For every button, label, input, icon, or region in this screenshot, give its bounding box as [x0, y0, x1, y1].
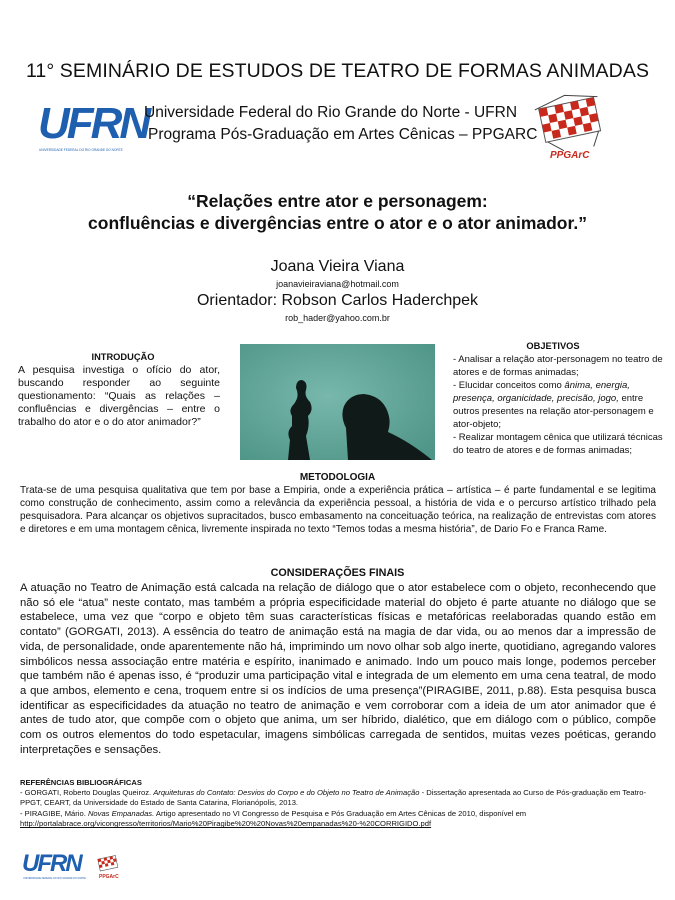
event-title: 11° SEMINÁRIO DE ESTUDOS DE TEATRO DE FORMAS ANIMADAS [25, 60, 650, 82]
work-title-line-2: confluências e divergências entre o ator e o ator animador.” [88, 213, 587, 233]
footer-ufrn-subtext: UNIVERSIDADE FEDERAL DO RIO GRANDE DO NORTE [23, 877, 86, 880]
advisor-email: rob_hader@yahoo.com.br [285, 313, 390, 323]
intro-text: A pesquisa investiga o ofício do ator, buscando responder ao seguinte questionamento: “Quais as relações – confluências e divergências – entre o trabalho do ator e o do ator animador?” [18, 364, 220, 428]
footer-ppgarc-wordmark: PPGArC [99, 874, 119, 880]
ufrn-logo-wordmark: UFRN [38, 99, 149, 148]
objective-item: - Analisar a relação ator-personagem no teatro de atores e de formas animadas; [453, 354, 663, 378]
considerations-heading: CONSIDERAÇÕES FINAIS [270, 567, 405, 579]
reference-work-title: Arquiteturas do Contato: Desvios do Corpo e do Objeto no Teatro de Animação [153, 788, 420, 797]
footer-ufrn-logo [22, 850, 86, 882]
reference-link[interactable]: http://portalabrace.org/vicongresso/territorios/Mario%20Piragibe%20%20Novas%20empanadas%20-%20CORRIGIDO.pdf [20, 819, 432, 829]
considerations-text: A atuação no Teatro de Animação está calcada na relação de diálogo que o ator estabelece com o objeto, reconhecendo que não só ele “atua” neste contato, mas também a própria especificidade material do objeto é parte atuante no diálogo que se estabelece, uma vez que “corpo e objeto têm suas características físicas e metafóricas reelaboradas quando estão em contato” (GORGATI, 2013). A essência do teatro de animação está na magia de dar vida, ou ao menos dar a impressão de vida, de personalidade, onde aparentemente não há, imprimindo um novo olhar sob algo inerte, quotidiano, agregando valores simbólicos nessa associação entre matéria e espírito, inanimado e animado. Indo um pouco mais longe, podemos perceber que também não é apenas isso, é “produzir uma participação vital e integrada de um elemento em uma cena teatral, de modo a que ambos, elemento e cena, troquem entre si os indícios de uma presença”(PIRAGIBE, 2011, p.88). Esta pesquisa busca identificar as especificidades da atuação no teatro de animação e vem corroborar com a ideia de um ator animador que é antes de tudo ator, que compõe com o objeto que anima, um ser híbrido, dialético, que em diálogo com o público, compõe com os outros elementos do todo espetacular, imagens simbólicas carregada de sentidos, muitas vezes poéticas, gerando interpretações e sensações. [20, 582, 656, 756]
references-list [20, 788, 660, 830]
reference-item [20, 809, 660, 830]
objectives-list [453, 353, 665, 457]
objectives-heading: OBJETIVOS [526, 341, 580, 351]
ufrn-logo [38, 99, 149, 154]
ppgarc-emblem-icon [528, 88, 620, 154]
objective-item: - Realizar montagem cênica que utilizará técnicas do teatro de atores e de formas animadas; [453, 432, 663, 456]
reference-text: - PIRAGIBE, Mário. [20, 808, 88, 818]
reference-text: Artigo apresentado no VI Congresso de Pesquisa e Pós Graduação em Artes Cênicas de 2010, disponível em [154, 808, 527, 818]
methodology-text: Trata-se de uma pesquisa qualitativa que tem por base a Empiria, onde a experiência prática – artística – é parte fundamental e se legitima como construção de conhecimento, assim como a relevância da experiência pessoal, a história de vida e o percurso artístico trilhado pela pesquisadora. Para alcançar os objetivos supracitados, busco embasamento na conceituação teórica, na realização de entrevistas com atores e diretores e em uma montagem cênica, livremente inspirada no texto “Temos todas a mesma história”, de Dario Fo e Franca Rame. [20, 485, 656, 536]
objective-item-text: entre outros presentes na relação ator-personagem e ator-objeto; [453, 393, 654, 430]
university-name: Universidade Federal do Rio Grande do Norte - UFRN [144, 104, 518, 121]
reference-text: - GORGATI, Roberto Douglas Queiroz. [20, 788, 154, 797]
intro-heading: INTRODUÇÃO [91, 352, 155, 362]
reference-text: - Dissertação apresentada ao Curso de Pós-graduação em Teatro- PPGT, CEART, da Universidade do Estado de Santa Catarina, Florianópolis, 2013. [20, 788, 646, 808]
objective-item-text: - Elucidar conceitos como [453, 380, 565, 391]
ppgarc-logo [528, 88, 620, 168]
ppgarc-logo-wordmark: PPGArC [550, 150, 590, 161]
work-title-line-1: “Relações entre ator e personagem: [187, 191, 488, 211]
objective-concepts: ânima, energia, presença, organicidade, precisão, jogo, [453, 380, 630, 404]
author-name: Joana Vieira Viana [270, 258, 405, 275]
reference-work-title: Novas Empanadas. [87, 808, 155, 818]
ufrn-logo-subtext: UNIVERSIDADE FEDERAL DO RIO GRANDE DO NORTE [39, 148, 123, 152]
objective-item [453, 379, 665, 431]
reference-item [20, 788, 660, 809]
methodology-heading: METODOLOGIA [299, 472, 376, 483]
program-name: Programa Pós-Graduação em Artes Cênicas – PPGARC [148, 126, 538, 143]
footer-ppgarc-logo [94, 852, 124, 880]
footer-ppgarc-emblem-icon [94, 852, 124, 880]
author-email: joanavieiraviana@hotmail.com [276, 279, 399, 289]
work-title [0, 190, 675, 234]
puppet-silhouette-icon [240, 344, 435, 460]
advisor-name: Orientador: Robson Carlos Haderchpek [196, 292, 479, 309]
footer-ufrn-wordmark: UFRN [22, 850, 81, 877]
references-heading: REFERÊNCIAS BIBLIOGRÁFICAS [20, 778, 142, 787]
puppet-shadow-photo [240, 344, 435, 460]
